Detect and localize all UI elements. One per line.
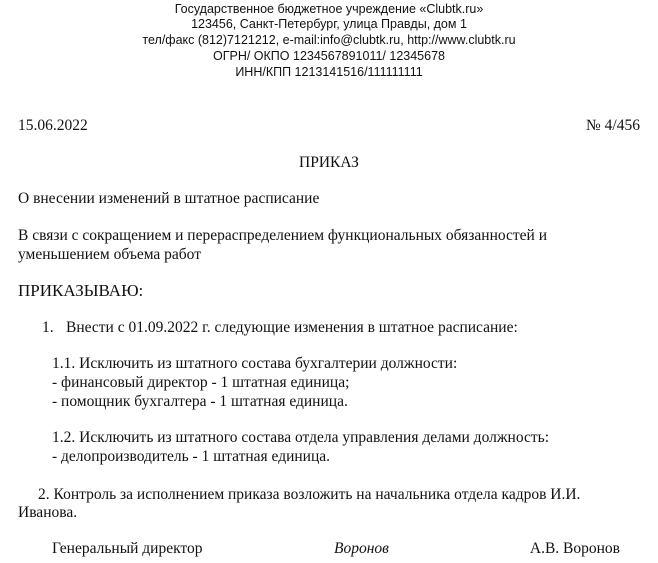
- item-1-number: 1.: [42, 319, 54, 336]
- reason-line-1: В связи с сокращением и перераспределением функциональных обязанностей и: [18, 227, 548, 244]
- item-2-line-2: Иванова.: [18, 504, 78, 521]
- item-1-1-b: - помощник бухгалтера - 1 штатная единица.: [52, 393, 348, 410]
- document-title: ПРИКАЗ: [299, 154, 359, 171]
- order-word: ПРИКАЗЫВАЮ:: [18, 281, 144, 300]
- org-ogrn: ОГРН/ ОКПО 1234567891011/ 12345678: [213, 49, 445, 63]
- item-1-2-title: 1.2. Исключить из штатного состава отдела управления делами должность:: [52, 429, 550, 446]
- org-inn: ИНН/КПП 1213141516/111111111: [235, 65, 423, 79]
- item-1-1-a: - финансовый директор - 1 штатная единица;: [52, 374, 350, 391]
- org-contacts: тел/факс (812)7121212, e-mail:info@clubtk.ru, http://www.clubtk.ru: [142, 33, 516, 47]
- reason-line-2: уменьшением объема работ: [18, 246, 202, 263]
- org-name: Государственное бюджетное учреждение «Clubtk.ru»: [174, 2, 484, 16]
- document-subject: О внесении изменений в штатное расписание: [18, 190, 320, 207]
- signature: Воронов: [334, 540, 389, 557]
- item-1-1-title: 1.1. Исключить из штатного состава бухгалтерии должности:: [52, 355, 458, 372]
- document-date: 15.06.2022: [18, 117, 88, 134]
- signatory-name: А.В. Воронов: [529, 540, 620, 557]
- document-number: № 4/456: [586, 117, 640, 134]
- signatory-position: Генеральный директор: [52, 540, 203, 557]
- item-1-text: Внести с 01.09.2022 г. следующие изменения в штатное расписание:: [66, 319, 518, 336]
- item-1-2-a: - делопроизводитель - 1 штатная единица.: [52, 448, 331, 465]
- item-2-line-1: 2. Контроль за исполнением приказа возложить на начальника отдела кадров И.И.: [38, 486, 581, 503]
- org-address: 123456, Санкт-Петербург, улица Правды, дом 1: [191, 17, 467, 31]
